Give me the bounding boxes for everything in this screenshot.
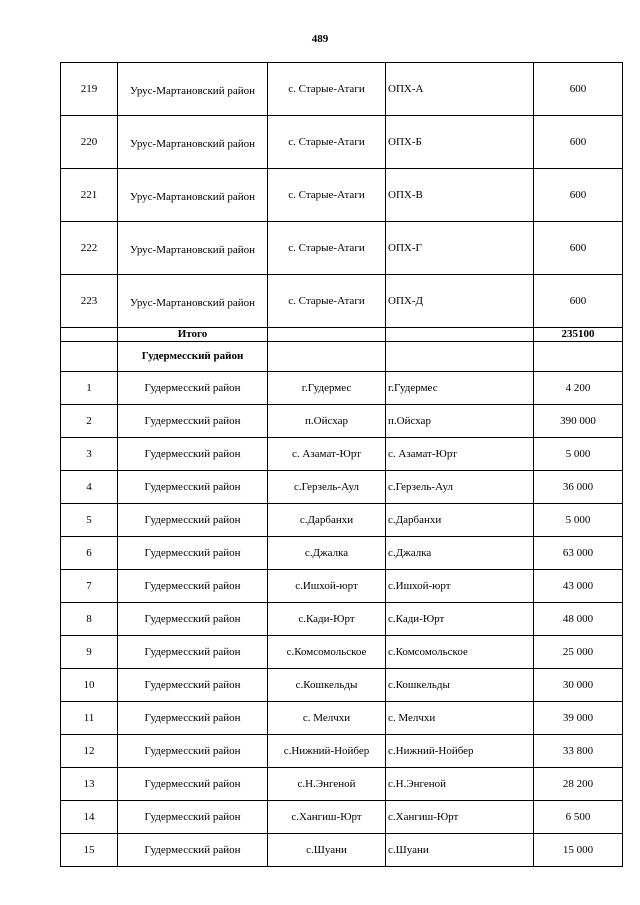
settlement-cell: с. Старые-Атаги xyxy=(268,275,386,328)
settlement-cell: с.Кошкельды xyxy=(268,669,386,702)
settlement-cell: с.Комсомольское xyxy=(268,636,386,669)
district-cell: Гудермесский район xyxy=(118,471,268,504)
district-cell: Урус-Мартановский район xyxy=(118,116,268,169)
settlement-cell: с.Шуани xyxy=(268,834,386,867)
row-number: 221 xyxy=(61,169,118,222)
table-row xyxy=(61,603,623,636)
value-cell: 30 000 xyxy=(534,669,623,702)
settlement-cell: с.Ишхой-юрт xyxy=(268,570,386,603)
settlement-cell: с.Дарбанхи xyxy=(268,504,386,537)
district-cell: Гудермесский район xyxy=(118,768,268,801)
settlement-cell: с. Мелчхи xyxy=(268,702,386,735)
row-number: 223 xyxy=(61,275,118,328)
row-number: 4 xyxy=(61,471,118,504)
table-row xyxy=(61,63,623,116)
value-cell: 600 xyxy=(534,275,623,328)
table-row xyxy=(61,405,623,438)
table-row xyxy=(61,702,623,735)
settlement-cell: с.Н.Энгеной xyxy=(268,768,386,801)
data-table xyxy=(60,62,623,867)
value-cell: 43 000 xyxy=(534,570,623,603)
value-cell: 15 000 xyxy=(534,834,623,867)
row-number: 220 xyxy=(61,116,118,169)
object-cell: ОПХ-А xyxy=(386,63,534,116)
table-row xyxy=(61,275,623,328)
settlement-cell: с.Нижний-Нойбер xyxy=(268,735,386,768)
value-cell: 39 000 xyxy=(534,702,623,735)
settlement-cell: с.Джалка xyxy=(268,537,386,570)
object-cell: ОПХ-В xyxy=(386,169,534,222)
object-cell: с.Хангиш-Юрт xyxy=(386,801,534,834)
value-cell: 36 000 xyxy=(534,471,623,504)
value-cell: 63 000 xyxy=(534,537,623,570)
district-cell: Урус-Мартановский район xyxy=(118,169,268,222)
empty-cell xyxy=(61,328,118,342)
page-number: 489 xyxy=(311,33,329,45)
row-number: 1 xyxy=(61,372,118,405)
table-row xyxy=(61,636,623,669)
settlement-cell: с. Азамат-Юрт xyxy=(268,438,386,471)
value-cell: 600 xyxy=(534,63,623,116)
object-cell: с.Ишхой-юрт xyxy=(386,570,534,603)
settlement-cell: п.Ойсхар xyxy=(268,405,386,438)
value-cell: 4 200 xyxy=(534,372,623,405)
object-cell: с.Герзель-Аул xyxy=(386,471,534,504)
section-header-row xyxy=(61,342,623,372)
row-number: 13 xyxy=(61,768,118,801)
empty-cell xyxy=(268,342,386,372)
value-cell: 28 200 xyxy=(534,768,623,801)
row-number: 7 xyxy=(61,570,118,603)
table-row xyxy=(61,504,623,537)
district-cell: Гудермесский район xyxy=(118,372,268,405)
settlement-cell: с. Старые-Атаги xyxy=(268,222,386,275)
district-cell: Гудермесский район xyxy=(118,603,268,636)
table-row xyxy=(61,669,623,702)
district-cell: Гудермесский район xyxy=(118,438,268,471)
settlement-cell: с.Кади-Юрт xyxy=(268,603,386,636)
empty-cell xyxy=(386,342,534,372)
row-number: 6 xyxy=(61,537,118,570)
value-cell: 6 500 xyxy=(534,801,623,834)
settlement-cell: с.Хангиш-Юрт xyxy=(268,801,386,834)
row-number: 12 xyxy=(61,735,118,768)
empty-cell xyxy=(386,328,534,342)
value-cell: 25 000 xyxy=(534,636,623,669)
object-cell: п.Ойсхар xyxy=(386,405,534,438)
district-cell: Гудермесский район xyxy=(118,801,268,834)
value-cell: 5 000 xyxy=(534,504,623,537)
value-cell: 600 xyxy=(534,116,623,169)
table-row xyxy=(61,471,623,504)
table-row xyxy=(61,834,623,867)
empty-cell xyxy=(268,328,386,342)
table-row xyxy=(61,222,623,275)
object-cell: с.Шуани xyxy=(386,834,534,867)
value-cell: 5 000 xyxy=(534,438,623,471)
district-cell: Гудермесский район xyxy=(118,702,268,735)
table-row xyxy=(61,372,623,405)
row-number: 14 xyxy=(61,801,118,834)
total-label: Итого xyxy=(118,328,268,342)
total-value: 235100 xyxy=(534,328,623,342)
district-cell: Гудермесский район xyxy=(118,504,268,537)
settlement-cell: с.Герзель-Аул xyxy=(268,471,386,504)
district-cell: Урус-Мартановский район xyxy=(118,275,268,328)
settlement-cell: г.Гудермес xyxy=(268,372,386,405)
row-number: 9 xyxy=(61,636,118,669)
table-row xyxy=(61,537,623,570)
row-number: 2 xyxy=(61,405,118,438)
settlement-cell: с. Старые-Атаги xyxy=(268,63,386,116)
object-cell: с.Комсомольское xyxy=(386,636,534,669)
object-cell: с.Нижний-Нойбер xyxy=(386,735,534,768)
district-cell: Гудермесский район xyxy=(118,537,268,570)
object-cell: с.Джалка xyxy=(386,537,534,570)
row-number: 15 xyxy=(61,834,118,867)
row-number: 8 xyxy=(61,603,118,636)
table-row xyxy=(61,735,623,768)
value-cell: 600 xyxy=(534,222,623,275)
district-cell: Гудермесский район xyxy=(118,405,268,438)
district-cell: Гудермесский район xyxy=(118,636,268,669)
empty-cell xyxy=(61,342,118,372)
object-cell: с. Азамат-Юрт xyxy=(386,438,534,471)
table-row xyxy=(61,169,623,222)
settlement-cell: с. Старые-Атаги xyxy=(268,169,386,222)
object-cell: с.Кошкельды xyxy=(386,669,534,702)
value-cell: 48 000 xyxy=(534,603,623,636)
district-cell: Гудермесский район xyxy=(118,669,268,702)
object-cell: ОПХ-Б xyxy=(386,116,534,169)
district-cell: Гудермесский район xyxy=(118,735,268,768)
district-cell: Гудермесский район xyxy=(118,570,268,603)
object-cell: ОПХ-Д xyxy=(386,275,534,328)
row-number: 5 xyxy=(61,504,118,537)
table-row xyxy=(61,438,623,471)
row-number: 11 xyxy=(61,702,118,735)
object-cell: с.Кади-Юрт xyxy=(386,603,534,636)
section-header: Гудермесский район xyxy=(118,342,268,372)
object-cell: с.Н.Энгеной xyxy=(386,768,534,801)
row-number: 3 xyxy=(61,438,118,471)
table-row xyxy=(61,801,623,834)
table-row xyxy=(61,116,623,169)
row-number: 222 xyxy=(61,222,118,275)
settlement-cell: с. Старые-Атаги xyxy=(268,116,386,169)
value-cell: 600 xyxy=(534,169,623,222)
table-row xyxy=(61,570,623,603)
table-body-top xyxy=(61,63,623,372)
row-number: 10 xyxy=(61,669,118,702)
district-cell: Урус-Мартановский район xyxy=(118,63,268,116)
total-row xyxy=(61,328,623,342)
object-cell: с.Дарбанхи xyxy=(386,504,534,537)
object-cell: г.Гудермес xyxy=(386,372,534,405)
table-row xyxy=(61,768,623,801)
table-body-bottom xyxy=(61,372,623,867)
district-cell: Гудермесский район xyxy=(118,834,268,867)
object-cell: ОПХ-Г xyxy=(386,222,534,275)
value-cell: 33 800 xyxy=(534,735,623,768)
empty-cell xyxy=(534,342,623,372)
row-number: 219 xyxy=(61,63,118,116)
object-cell: с. Мелчхи xyxy=(386,702,534,735)
district-cell: Урус-Мартановский район xyxy=(118,222,268,275)
value-cell: 390 000 xyxy=(534,405,623,438)
